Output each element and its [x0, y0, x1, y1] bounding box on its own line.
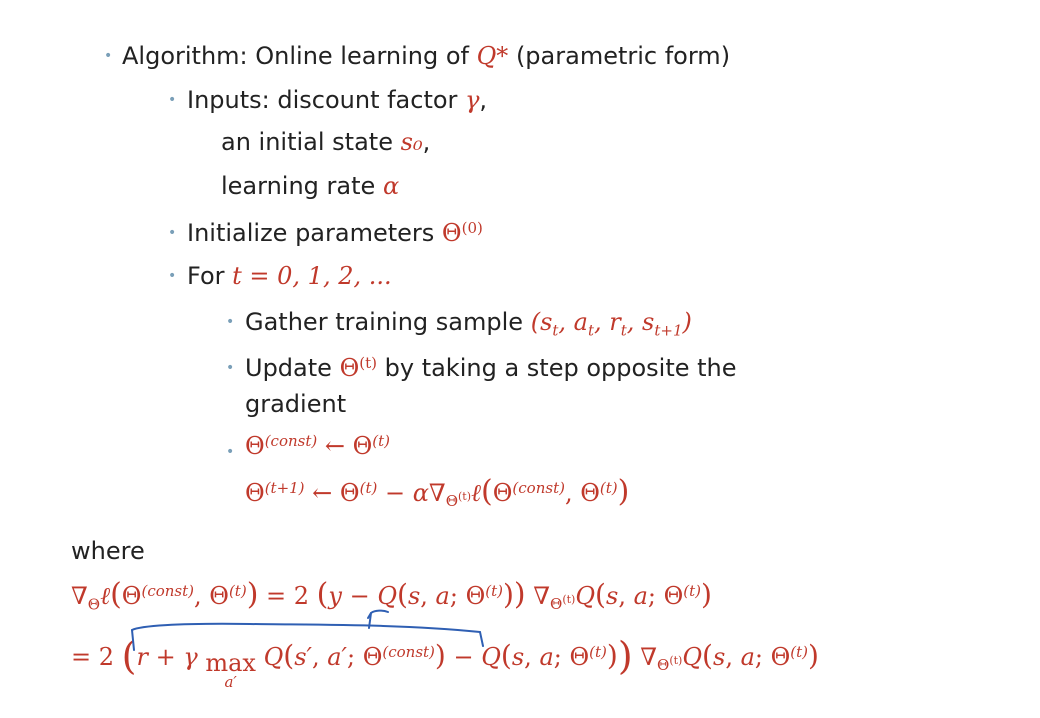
algorithm-title: Algorithm: Online learning of [122, 42, 469, 70]
update-rule: $\Theta^{(t+1)}$ ← $\Theta^{(t)}$ − $\alpha\nabla_{\Theta^{(t)}}\ell(\Theta^{(const)}$, $\Theta^{(t)}$) [245, 474, 630, 511]
theta-symbol: Θ [441, 219, 462, 247]
initial-state-line: an initial state s₀, [221, 128, 431, 156]
initialize-label: Initialize parameters [187, 219, 435, 247]
initial-state-label: an initial state [221, 128, 393, 156]
bullet: • [226, 360, 235, 376]
theta-const-assign: $\Theta^{(const)}$ ← $\Theta^{(t)}$ [245, 431, 391, 460]
bullet: • [168, 268, 177, 284]
for-label: For [187, 262, 225, 290]
learning-rate-label: learning rate [221, 172, 376, 200]
bullet: • [168, 225, 177, 241]
alpha-symbol: α [382, 172, 400, 200]
gradient-equation-expanded: = 2 (r + γ max a′ Q(s′, a′; $\Theta^{(const)}) - Q(s$, a; $\Theta^{(t)}$)) $\nabla_{\Theta^{(t)}}Q(s$, a; $\Theta^{(t)}$) [71, 634, 819, 691]
gamma-symbol: γ [465, 86, 480, 114]
gradient-word: gradient [245, 390, 347, 418]
gradient-equation: $\nabla_\Theta\ell(\Theta^{(const)}$, $\Theta^{(t)}) = 2$ (y − Q(s, a; $\Theta^{(t)}$)) $\nabla_{\Theta^{(t)}}Q(s$, a; $\Theta^{(t)}$) [71, 577, 712, 614]
max-operator: max a′ [205, 648, 256, 691]
update-label: Update [245, 354, 332, 382]
q-star: Q* [476, 42, 509, 70]
bullet: • [104, 48, 113, 64]
for-expression: t = 0, 1, 2, ... [232, 262, 392, 290]
bullet: • [168, 92, 177, 108]
algorithm-title-tail: (parametric form) [515, 42, 731, 70]
bullet: • [226, 314, 235, 330]
sample-tuple: ($s_t$, $a_t$, $r_t$, $s_{t+1}$) [530, 308, 692, 340]
bullet: • [226, 444, 235, 460]
where-label: where [71, 537, 145, 565]
inputs-label: Inputs: discount factor [187, 86, 458, 114]
inputs-line: Inputs: discount factor γ, [187, 86, 488, 114]
update-tail: by taking a step opposite the [384, 354, 737, 382]
initialize-line: Initialize parameters $\Theta^{(0)}$ [187, 218, 483, 247]
s0-symbol: s₀ [400, 128, 423, 156]
gather-label: Gather training sample [245, 308, 524, 336]
update-line: Update $\Theta^{(t)}$ by taking a step opposite the [245, 353, 737, 382]
